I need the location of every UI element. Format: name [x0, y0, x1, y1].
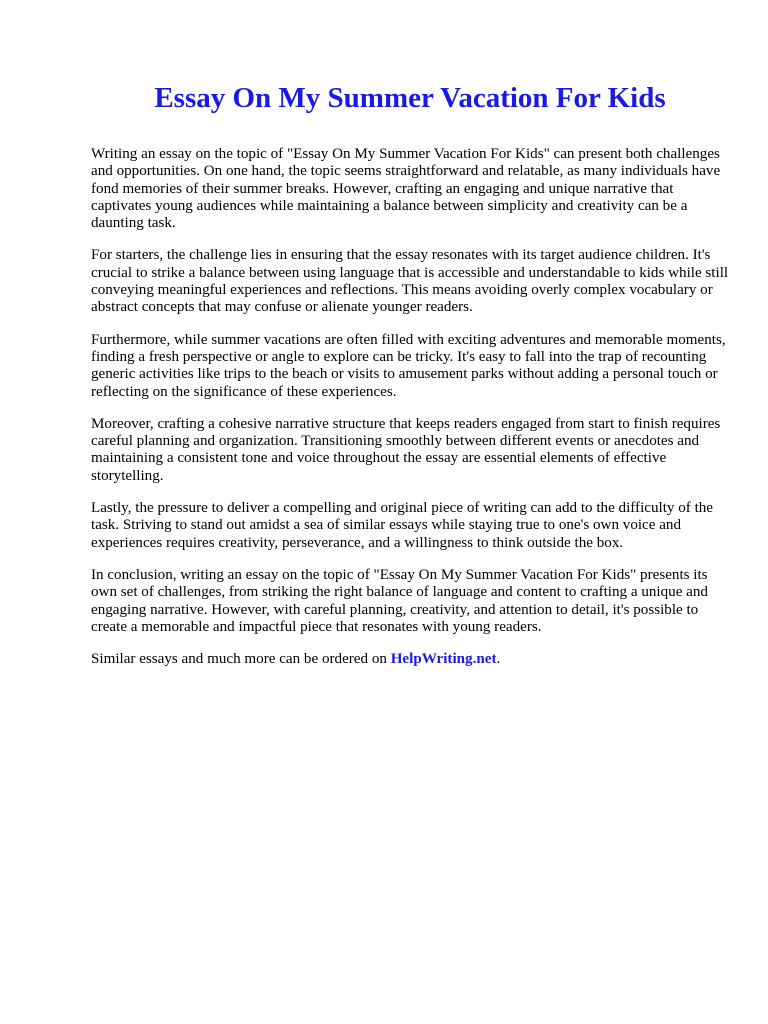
essay-body [91, 146, 731, 683]
footer-note [91, 651, 731, 668]
paragraph-6: In conclusion, writing an essay on the topic of "Essay On My Summer Vacation For Kids" presents its own set of challenges, from striking the right balance of language and content to crafting a unique and engaging narrative. However, with careful planning, creativity, and attention to detail, it's possible to create a memorable and impactful piece that resonates with young readers. [91, 566, 708, 635]
footer-prefix: Similar essays and much more can be ordered on [91, 651, 391, 668]
footer-suffix: . [496, 651, 501, 668]
paragraph-4: Moreover, crafting a cohesive narrative structure that keeps readers engaged from start to finish requires careful planning and organization. Transitioning smoothly between different events or anecdotes and maintaining a consistent tone and voice throughout the essay are essential elements of effective storytelling. [91, 415, 721, 484]
paragraph-1: Writing an essay on the topic of "Essay On My Summer Vacation For Kids" can present both challenges and opportunities. On one hand, the topic seems straightforward and relatable, as many individuals have fond memories of their summer breaks. However, crafting an engaging and unique narrative that captivates young audiences while maintaining a balance between simplicity and creativity can be a daunting task. [91, 146, 721, 232]
helpwriting-link[interactable]: HelpWriting.net [390, 651, 497, 668]
page-title: Essay On My Summer Vacation For Kids [154, 82, 666, 114]
paragraph-2: For starters, the challenge lies in ensuring that the essay resonates with its target audience children. It's crucial to strike a balance between using language that is accessible and understandable to kids while still conveying meaningful experiences and reflections. This means avoiding overly complex vocabulary or abstract concepts that may confuse or alienate younger readers. [91, 247, 729, 316]
paragraph-3: Furthermore, while summer vacations are often filled with exciting adventures and memorable moments, finding a fresh perspective or angle to explore can be tricky. It's easy to fall into the trap of recounting generic activities like trips to the beach or visits to amusement parks without adding a personal touch or reflecting on the significance of these experiences. [91, 331, 726, 400]
paragraph-5: Lastly, the pressure to deliver a compelling and original piece of writing can add to the difficulty of the task. Striving to stand out amidst a sea of similar essays while staying true to one's own voice and experiences requires creativity, perseverance, and a willingness to think outside the box. [91, 500, 714, 551]
